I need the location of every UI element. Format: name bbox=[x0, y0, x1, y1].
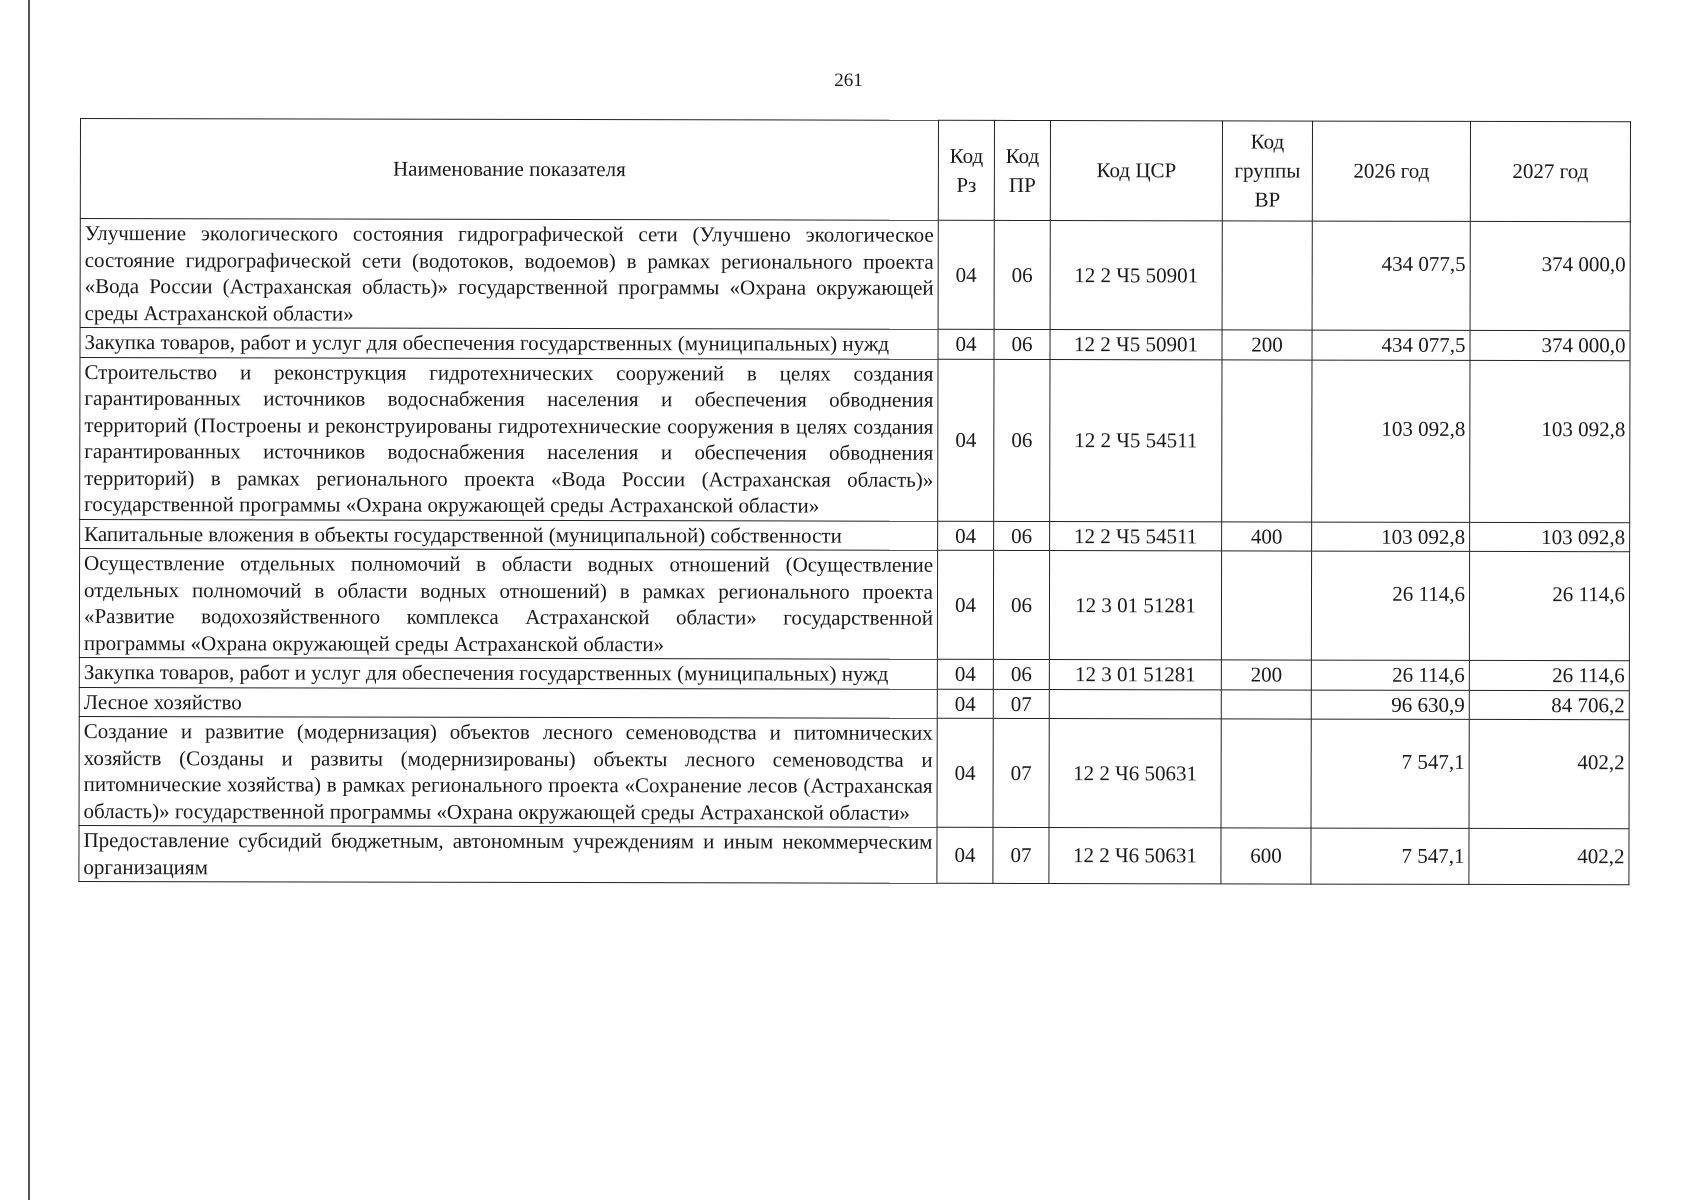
row-rz: 04 bbox=[937, 659, 993, 689]
row-2027 bbox=[1469, 828, 1629, 884]
row-csr: 12 2 Ч5 50901 bbox=[1050, 330, 1222, 360]
row-2026 bbox=[1311, 719, 1469, 828]
row-2026-value: 26 114,6 bbox=[1392, 662, 1465, 687]
row-pr: 07 bbox=[993, 718, 1049, 827]
row-name: Лесное хозяйство bbox=[79, 687, 937, 718]
row-vr: 400 bbox=[1222, 521, 1312, 551]
row-rz: 04 bbox=[937, 827, 993, 883]
row-2026-value: 103 092,8 bbox=[1381, 416, 1466, 441]
row-rz: 04 bbox=[937, 550, 993, 659]
row-pr: 06 bbox=[994, 220, 1050, 329]
row-pr: 06 bbox=[994, 359, 1050, 521]
row-name: Улучшение экологического состояния гидрографической сети (Улучшено экологическое состояние гидрографической сети (водотоков, водоемов) в рамках регионального проекта «Вода России (Астраханская область)» государственной программы «Охрана окружающей среды Астраханской области» bbox=[80, 219, 938, 330]
row-csr: 12 2 Ч6 50631 bbox=[1049, 719, 1221, 828]
row-pr: 06 bbox=[993, 550, 1049, 659]
row-2026 bbox=[1312, 330, 1470, 360]
row-2026-value: 434 077,5 bbox=[1381, 332, 1466, 357]
row-2027 bbox=[1469, 719, 1629, 828]
header-rz: Код Рз bbox=[938, 120, 994, 220]
header-2027: 2027 год bbox=[1470, 121, 1630, 221]
row-2026-value: 434 077,5 bbox=[1381, 251, 1466, 276]
row-2027-value: 402,2 bbox=[1577, 749, 1625, 774]
row-rz: 04 bbox=[937, 718, 993, 827]
row-2027 bbox=[1470, 221, 1630, 330]
header-vr: Код группы ВР bbox=[1222, 121, 1312, 221]
row-name: Закупка товаров, работ и услуг для обеспечения государственных (муниципальных) нужд bbox=[79, 657, 937, 688]
row-vr bbox=[1221, 689, 1311, 719]
row-rz: 04 bbox=[938, 521, 994, 551]
row-name: Капитальные вложения в объекты государственной (муниципальной) собственности bbox=[80, 519, 938, 550]
row-vr: 200 bbox=[1221, 660, 1311, 690]
table-header-row bbox=[80, 119, 1630, 222]
row-csr: 12 2 Ч5 50901 bbox=[1050, 221, 1222, 330]
row-rz: 04 bbox=[937, 689, 993, 719]
row-2026 bbox=[1312, 522, 1470, 552]
row-vr: 600 bbox=[1221, 828, 1311, 884]
table-row bbox=[80, 357, 1630, 522]
row-2027 bbox=[1469, 551, 1629, 660]
row-2026 bbox=[1311, 690, 1469, 720]
row-2026 bbox=[1312, 360, 1470, 522]
row-2027-value: 26 114,6 bbox=[1552, 581, 1626, 606]
row-2026 bbox=[1311, 828, 1469, 884]
row-2026-value: 7 547,1 bbox=[1401, 749, 1465, 774]
row-2026-value: 96 630,9 bbox=[1391, 692, 1465, 717]
row-pr: 06 bbox=[994, 329, 1050, 359]
row-2027-value: 402,2 bbox=[1577, 844, 1625, 869]
row-name: Предоставление субсидий бюджетным, автономным учреждениям и иным некоммерческим организациям bbox=[79, 825, 937, 883]
row-vr bbox=[1222, 359, 1312, 521]
table-row bbox=[80, 519, 1630, 552]
table-row bbox=[79, 657, 1629, 690]
row-vr: 200 bbox=[1222, 330, 1312, 360]
row-csr: 12 2 Ч6 50631 bbox=[1049, 828, 1221, 884]
row-pr: 06 bbox=[993, 659, 1049, 689]
row-2027-value: 103 092,8 bbox=[1541, 416, 1626, 441]
row-2026-value: 103 092,8 bbox=[1381, 524, 1466, 549]
row-rz: 04 bbox=[938, 329, 994, 359]
row-2026 bbox=[1312, 221, 1470, 330]
table-row bbox=[79, 549, 1629, 661]
row-2027 bbox=[1470, 522, 1630, 552]
table-row bbox=[80, 219, 1630, 331]
table-row bbox=[79, 825, 1629, 884]
row-csr: 12 2 Ч5 54511 bbox=[1050, 359, 1222, 521]
row-pr: 06 bbox=[994, 521, 1050, 551]
row-pr: 07 bbox=[993, 689, 1049, 719]
header-name: Наименование показателя bbox=[80, 119, 938, 221]
page-number: 261 bbox=[834, 70, 863, 91]
header-2026: 2026 год bbox=[1312, 121, 1470, 221]
row-2026 bbox=[1311, 551, 1469, 660]
table-row bbox=[80, 328, 1630, 361]
row-2027 bbox=[1470, 330, 1630, 360]
row-2027-value: 26 114,6 bbox=[1552, 663, 1625, 688]
row-2027 bbox=[1469, 660, 1629, 690]
row-vr bbox=[1222, 221, 1312, 330]
row-2026-value: 26 114,6 bbox=[1392, 581, 1466, 606]
row-vr bbox=[1221, 719, 1311, 828]
row-csr: 12 3 01 51281 bbox=[1049, 660, 1221, 690]
table-row bbox=[79, 716, 1629, 828]
table-row bbox=[79, 687, 1629, 720]
row-2026-value: 7 547,1 bbox=[1401, 844, 1465, 869]
row-csr: 12 3 01 51281 bbox=[1049, 551, 1221, 660]
scan-edge-line bbox=[28, 0, 30, 1200]
row-2027 bbox=[1470, 360, 1630, 522]
row-pr: 07 bbox=[993, 827, 1049, 883]
header-pr: Код ПР bbox=[994, 120, 1050, 220]
budget-table-wrapper bbox=[78, 118, 1630, 885]
row-2027 bbox=[1469, 690, 1629, 720]
row-rz: 04 bbox=[938, 359, 994, 521]
row-2026 bbox=[1311, 660, 1469, 690]
budget-table bbox=[78, 118, 1631, 885]
row-name: Осуществление отдельных полномочий в области водных отношений (Осуществление отдельных полномочий в области водных отношений) в рамках регионального проекта «Развитие водохозяйственного комплекса Астраханской области» государственной программы «Охрана окружающей среды Астраханской области» bbox=[79, 549, 937, 660]
row-csr: 12 2 Ч5 54511 bbox=[1050, 521, 1222, 551]
row-2027-value: 103 092,8 bbox=[1541, 524, 1626, 549]
row-name: Строительство и реконструкция гидротехнических сооружений в целях создания гарантированных источников водоснабжения населения и обеспечения обводнения территорий (Построены и реконструированы гидротехнические сооружения в целях создания гарантированных источников водоснабжения населения и обеспечения обводнения территорий) в рамках регионального проекта «Вода России (Астраханская область)» государственной программы «Охрана окружающей среды Астраханской области» bbox=[80, 357, 938, 521]
row-2027-value: 84 706,2 bbox=[1551, 692, 1625, 717]
row-name: Создание и развитие (модернизация) объектов лесного семеноводства и питомнических хозяйств (Созданы и развиты (модернизированы) объекты лесного семеноводства и питомнические хозяйства) в рамках регионального проекта «Сохранение лесов (Астраханская область)» государственной программы «Охрана окружающей среды Астраханской области» bbox=[79, 716, 937, 827]
row-rz: 04 bbox=[938, 220, 994, 329]
row-2027-value: 374 000,0 bbox=[1541, 251, 1626, 276]
row-csr bbox=[1049, 689, 1221, 719]
header-csr: Код ЦСР bbox=[1050, 121, 1222, 221]
row-2027-value: 374 000,0 bbox=[1541, 333, 1626, 358]
row-name: Закупка товаров, работ и услуг для обеспечения государственных (муниципальных) нужд bbox=[80, 328, 938, 359]
row-vr bbox=[1221, 551, 1311, 660]
